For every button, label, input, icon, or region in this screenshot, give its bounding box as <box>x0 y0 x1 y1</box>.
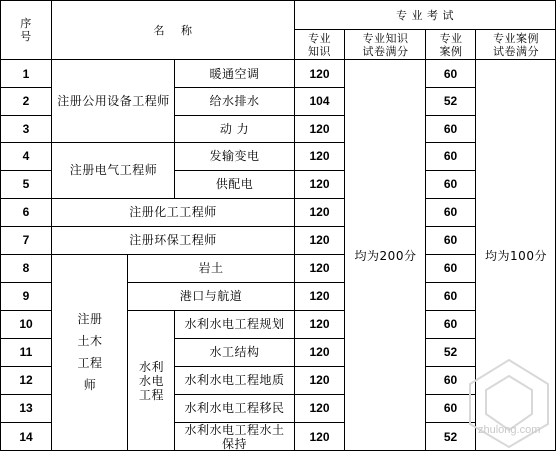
header-seq: 序 号 <box>20 17 32 43</box>
case-score: 60 <box>443 317 458 331</box>
case-score: 52 <box>443 429 458 444</box>
row-number: 12 <box>19 373 33 387</box>
case-score: 52 <box>443 94 458 108</box>
merged-case-full: 均为100分 <box>485 248 547 263</box>
knowledge-score: 120 <box>309 261 330 275</box>
header-pro-case-full: 专业案例 试卷满分 <box>493 32 539 58</box>
header-pro-knowledge-full: 专业知识 试卷满分 <box>362 32 409 58</box>
knowledge-score: 120 <box>309 205 330 219</box>
major-name: 水利水电工程水土 保持 <box>184 422 285 451</box>
major-name: 水工结构 <box>209 345 260 359</box>
case-score: 60 <box>443 289 458 303</box>
knowledge-score: 120 <box>309 149 330 163</box>
major-name: 港口与航道 <box>179 289 243 303</box>
major-name: 岩土 <box>198 261 224 275</box>
case-score: 60 <box>443 177 458 191</box>
watermark-logo-icon <box>462 352 556 451</box>
row-number: 5 <box>22 177 30 191</box>
header-name: 名 称 <box>153 23 193 37</box>
header-exam-group: 专 业 考 试 <box>396 8 454 22</box>
major-name: 供配电 <box>215 177 254 191</box>
row-number: 3 <box>22 121 30 136</box>
case-score: 60 <box>443 373 458 387</box>
group-chemical: 注册化工工程师 <box>129 205 217 219</box>
header-pro-case: 专业 案例 <box>439 32 463 58</box>
case-score: 60 <box>443 66 458 81</box>
row-number: 2 <box>22 94 30 108</box>
knowledge-score: 120 <box>309 401 330 415</box>
knowledge-score: 104 <box>309 94 330 108</box>
group-civil: 注册 土木 工程 师 <box>77 312 103 392</box>
case-score: 60 <box>443 121 458 136</box>
knowledge-score: 120 <box>309 177 330 191</box>
case-score: 52 <box>443 345 458 359</box>
knowledge-score: 120 <box>309 429 330 444</box>
major-name: 水利水电工程移民 <box>184 401 285 415</box>
row-number: 7 <box>22 233 30 247</box>
case-score: 60 <box>443 233 458 247</box>
row-number: 11 <box>19 345 33 359</box>
major-name: 暖通空调 <box>209 66 260 81</box>
major-name: 给水排水 <box>209 94 260 108</box>
major-name: 水利水电工程规划 <box>184 317 285 331</box>
case-score: 60 <box>443 205 458 219</box>
knowledge-score: 120 <box>309 289 330 303</box>
group-environmental: 注册环保工程师 <box>129 233 217 247</box>
row-number: 10 <box>19 317 33 331</box>
watermark-text: zhulong.com <box>478 424 541 436</box>
major-name: 水利水电工程地质 <box>184 373 285 387</box>
knowledge-score: 120 <box>309 233 330 247</box>
case-score: 60 <box>443 149 458 163</box>
knowledge-score: 120 <box>309 317 330 331</box>
knowledge-score: 120 <box>309 345 330 359</box>
knowledge-score: 120 <box>309 121 330 136</box>
group-hydro: 水利 水电 工程 <box>138 359 164 402</box>
row-number: 14 <box>19 429 33 444</box>
row-number: 9 <box>22 289 30 303</box>
merged-knowledge-full: 均为200分 <box>354 248 417 263</box>
group-electrical: 注册电气工程师 <box>69 163 158 177</box>
major-name: 发输变电 <box>209 149 260 163</box>
case-score: 60 <box>443 401 458 415</box>
header-pro-knowledge: 专业 知识 <box>308 32 331 58</box>
case-score: 60 <box>443 261 458 275</box>
row-number: 4 <box>22 149 30 163</box>
row-number: 6 <box>22 205 30 219</box>
knowledge-score: 120 <box>309 66 330 81</box>
group-public-utilities: 注册公用设备工程师 <box>57 94 170 108</box>
knowledge-score: 120 <box>309 373 330 387</box>
major-name: 动 力 <box>219 121 250 136</box>
row-number: 1 <box>22 66 30 81</box>
row-number: 8 <box>22 261 30 275</box>
row-number: 13 <box>19 401 33 415</box>
